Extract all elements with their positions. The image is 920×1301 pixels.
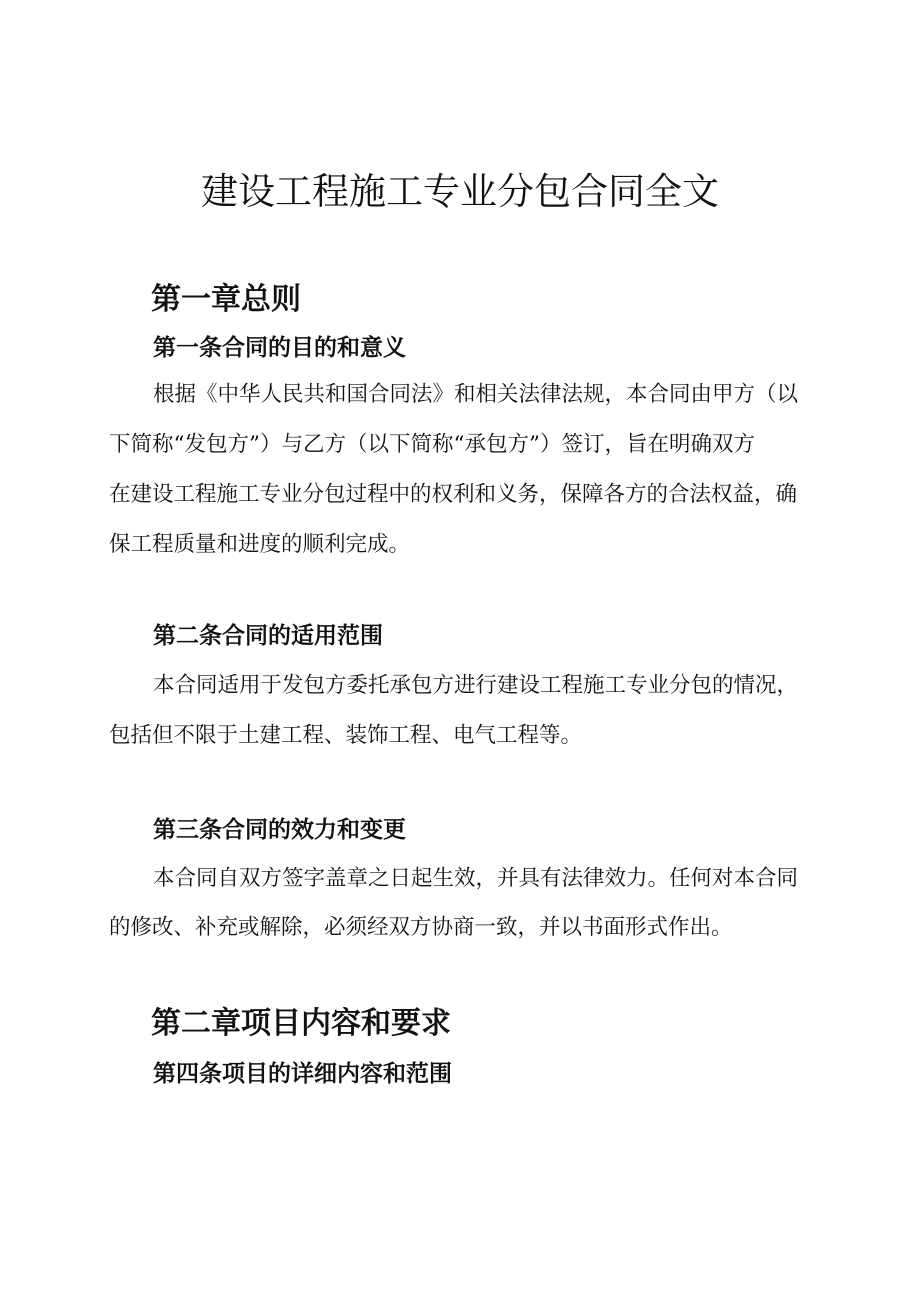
article-3-line-2: 的修改、补充或解除，必须经双方协商一致，并以书面形式作出。 <box>109 915 733 940</box>
article-4-heading: 第四条项目的详细内容和范围 <box>153 1061 452 1087</box>
article-1-heading: 第一条合同的目的和意义 <box>153 335 406 361</box>
article-2-line-2: 包括但不限于土建工程、装饰工程、电气工程等。 <box>109 723 583 748</box>
article-1-line-1: 根据《中华人民共和国合同法》和相关法律法规，本合同由甲方（以 <box>153 382 799 407</box>
chapter-1-heading: 第一章总则 <box>151 282 301 317</box>
article-2-line-1: 本合同适用于发包方委托承包方进行建设工程施工专业分包的情况， <box>153 673 799 698</box>
article-2-heading: 第二条合同的适用范围 <box>153 623 383 649</box>
article-3-heading: 第三条合同的效力和变更 <box>153 817 406 843</box>
article-1-line-3: 在建设工程施工专业分包过程中的权利和义务，保障各方的合法权益，确 <box>109 482 798 507</box>
chapter-2-heading: 第二章项目内容和要求 <box>151 1006 451 1041</box>
article-3-line-1: 本合同自双方签字盖章之日起生效，并具有法律效力。任何对本合同 <box>153 866 799 891</box>
article-1-line-2: 下简称“发包方”）与乙方（以下简称“承包方”）签订，旨在明确双方 <box>109 432 755 457</box>
document-title: 建设工程施工专业分包合同全文 <box>201 170 719 213</box>
article-1-line-4: 保工程质量和进度的顺利完成。 <box>109 532 411 557</box>
